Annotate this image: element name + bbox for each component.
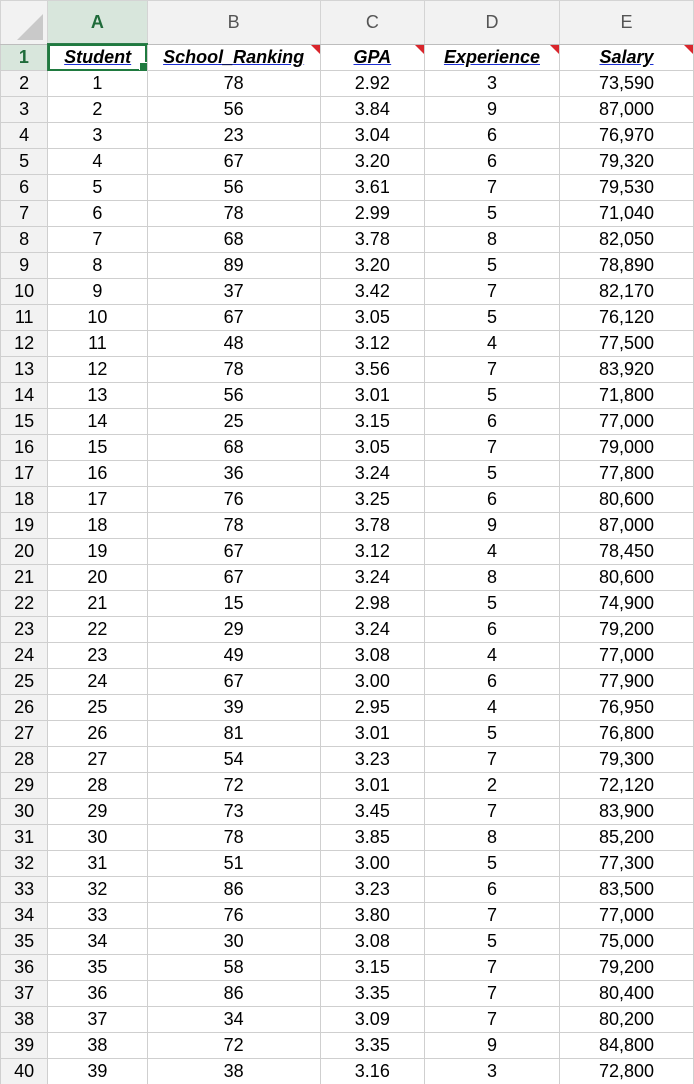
cell-gpa[interactable]: 2.98 <box>320 591 424 617</box>
cell-school-ranking[interactable]: 72 <box>147 1033 320 1059</box>
cell-gpa[interactable]: 3.20 <box>320 149 424 175</box>
cell-student[interactable]: 27 <box>48 747 147 773</box>
cell-experience[interactable]: 6 <box>424 487 559 513</box>
cell-salary[interactable]: 71,800 <box>559 383 693 409</box>
cell-school-ranking[interactable]: 39 <box>147 695 320 721</box>
cell-student[interactable]: 9 <box>48 279 147 305</box>
cell-experience[interactable]: 7 <box>424 903 559 929</box>
row-header[interactable]: 9 <box>1 253 48 279</box>
cell-student[interactable]: 28 <box>48 773 147 799</box>
table-row <box>1 461 694 487</box>
cell-student[interactable]: 4 <box>48 149 147 175</box>
header-cell-school-ranking[interactable] <box>147 44 320 71</box>
row-header[interactable]: 13 <box>1 357 48 383</box>
cell-experience[interactable]: 5 <box>424 305 559 331</box>
cell-student[interactable]: 2 <box>48 97 147 123</box>
table-row <box>1 799 694 825</box>
column-header-row <box>1 1 694 45</box>
cell-experience[interactable]: 7 <box>424 1007 559 1033</box>
cell-school-ranking[interactable]: 67 <box>147 539 320 565</box>
row-header[interactable]: 36 <box>1 955 48 981</box>
cell-salary[interactable]: 83,920 <box>559 357 693 383</box>
table-row <box>1 721 694 747</box>
cell-experience[interactable]: 5 <box>424 591 559 617</box>
column-header-d[interactable]: D <box>424 1 559 45</box>
cell-school-ranking[interactable]: 67 <box>147 149 320 175</box>
row-header[interactable]: 5 <box>1 149 48 175</box>
row-header[interactable]: 38 <box>1 1007 48 1033</box>
table-row <box>1 435 694 461</box>
cell-student[interactable]: 30 <box>48 825 147 851</box>
cell-student[interactable]: 36 <box>48 981 147 1007</box>
cell-experience[interactable]: 7 <box>424 357 559 383</box>
cell-salary[interactable]: 80,400 <box>559 981 693 1007</box>
table-row <box>1 565 694 591</box>
cell-school-ranking[interactable]: 51 <box>147 851 320 877</box>
cell-student[interactable]: 12 <box>48 357 147 383</box>
cell-salary[interactable]: 79,000 <box>559 435 693 461</box>
row-header[interactable]: 25 <box>1 669 48 695</box>
cell-experience[interactable]: 4 <box>424 539 559 565</box>
table-row <box>1 123 694 149</box>
cell-school-ranking[interactable]: 34 <box>147 1007 320 1033</box>
cell-gpa[interactable]: 3.35 <box>320 1033 424 1059</box>
cell-experience[interactable]: 6 <box>424 123 559 149</box>
header-data-row <box>1 44 694 71</box>
cell-salary[interactable]: 79,300 <box>559 747 693 773</box>
table-row <box>1 201 694 227</box>
table-row <box>1 1007 694 1033</box>
row-header[interactable]: 4 <box>1 123 48 149</box>
cell-experience[interactable]: 6 <box>424 409 559 435</box>
table-row <box>1 331 694 357</box>
cell-student[interactable]: 24 <box>48 669 147 695</box>
cell-salary[interactable]: 73,590 <box>559 71 693 97</box>
table-row <box>1 227 694 253</box>
row-header[interactable]: 10 <box>1 279 48 305</box>
cell-gpa[interactable]: 3.08 <box>320 929 424 955</box>
cell-gpa[interactable]: 3.78 <box>320 513 424 539</box>
cell-gpa[interactable]: 3.12 <box>320 539 424 565</box>
comment-indicator-icon[interactable] <box>415 45 424 54</box>
table-row <box>1 513 694 539</box>
cell-student[interactable]: 20 <box>48 565 147 591</box>
row-header[interactable]: 1 <box>1 44 48 71</box>
cell-experience[interactable]: 3 <box>424 1059 559 1084</box>
table-row <box>1 929 694 955</box>
cell-school-ranking[interactable]: 78 <box>147 357 320 383</box>
table-row <box>1 149 694 175</box>
cell-salary[interactable]: 77,300 <box>559 851 693 877</box>
cell-gpa[interactable]: 3.16 <box>320 1059 424 1084</box>
cell-school-ranking[interactable]: 29 <box>147 617 320 643</box>
comment-indicator-icon[interactable] <box>311 45 320 54</box>
cell-school-ranking[interactable]: 54 <box>147 747 320 773</box>
cell-gpa[interactable]: 3.05 <box>320 435 424 461</box>
cell-gpa[interactable]: 3.23 <box>320 877 424 903</box>
table-row <box>1 903 694 929</box>
cell-school-ranking[interactable]: 72 <box>147 773 320 799</box>
cell-student[interactable]: 39 <box>48 1059 147 1084</box>
cell-experience[interactable]: 9 <box>424 97 559 123</box>
cell-salary[interactable]: 72,800 <box>559 1059 693 1084</box>
cell-experience[interactable]: 5 <box>424 851 559 877</box>
cell-student[interactable]: 29 <box>48 799 147 825</box>
cell-salary[interactable]: 82,170 <box>559 279 693 305</box>
cell-student[interactable]: 8 <box>48 253 147 279</box>
cell-student[interactable]: 22 <box>48 617 147 643</box>
cell-school-ranking[interactable]: 73 <box>147 799 320 825</box>
cell-salary[interactable]: 72,120 <box>559 773 693 799</box>
row-header[interactable]: 17 <box>1 461 48 487</box>
cell-student[interactable]: 5 <box>48 175 147 201</box>
fill-handle[interactable] <box>139 62 148 71</box>
cell-experience[interactable]: 7 <box>424 799 559 825</box>
cell-experience[interactable]: 8 <box>424 227 559 253</box>
row-header[interactable]: 32 <box>1 851 48 877</box>
table-row <box>1 253 694 279</box>
cell-student[interactable]: 19 <box>48 539 147 565</box>
row-header[interactable]: 22 <box>1 591 48 617</box>
row-header[interactable]: 26 <box>1 695 48 721</box>
cell-salary[interactable]: 79,200 <box>559 617 693 643</box>
cell-school-ranking[interactable]: 86 <box>147 877 320 903</box>
cell-salary[interactable]: 77,000 <box>559 409 693 435</box>
cell-student[interactable]: 21 <box>48 591 147 617</box>
cell-salary[interactable]: 71,040 <box>559 201 693 227</box>
cell-salary[interactable]: 76,800 <box>559 721 693 747</box>
row-header[interactable]: 3 <box>1 97 48 123</box>
select-all-icon <box>17 14 43 40</box>
row-header[interactable]: 27 <box>1 721 48 747</box>
cell-school-ranking[interactable]: 36 <box>147 461 320 487</box>
cell-experience[interactable]: 4 <box>424 643 559 669</box>
row-header[interactable]: 12 <box>1 331 48 357</box>
cell-experience[interactable]: 4 <box>424 695 559 721</box>
cell-school-ranking[interactable]: 38 <box>147 1059 320 1084</box>
cell-gpa[interactable]: 3.78 <box>320 227 424 253</box>
cell-school-ranking[interactable]: 67 <box>147 305 320 331</box>
cell-gpa[interactable]: 3.56 <box>320 357 424 383</box>
cell-salary[interactable]: 78,450 <box>559 539 693 565</box>
table-row <box>1 305 694 331</box>
cell-experience[interactable]: 9 <box>424 1033 559 1059</box>
row-header[interactable]: 19 <box>1 513 48 539</box>
column-header-e[interactable]: E <box>559 1 693 45</box>
table-row <box>1 851 694 877</box>
row-header[interactable]: 29 <box>1 773 48 799</box>
cell-school-ranking[interactable]: 56 <box>147 175 320 201</box>
header-label: Experience <box>443 46 540 67</box>
cell-school-ranking[interactable]: 81 <box>147 721 320 747</box>
cell-school-ranking[interactable]: 23 <box>147 123 320 149</box>
cell-school-ranking[interactable]: 68 <box>147 435 320 461</box>
table-row <box>1 669 694 695</box>
comment-indicator-icon[interactable] <box>550 45 559 54</box>
cell-gpa[interactable]: 2.92 <box>320 71 424 97</box>
cell-experience[interactable]: 7 <box>424 175 559 201</box>
cell-student[interactable]: 15 <box>48 435 147 461</box>
cell-student[interactable]: 14 <box>48 409 147 435</box>
header-cell-student[interactable] <box>48 44 147 71</box>
cell-school-ranking[interactable]: 25 <box>147 409 320 435</box>
cell-school-ranking[interactable]: 67 <box>147 565 320 591</box>
cell-gpa[interactable]: 3.00 <box>320 669 424 695</box>
cell-experience[interactable]: 5 <box>424 201 559 227</box>
cell-gpa[interactable]: 2.99 <box>320 201 424 227</box>
cell-experience[interactable]: 7 <box>424 747 559 773</box>
cell-experience[interactable]: 2 <box>424 773 559 799</box>
cell-student[interactable]: 34 <box>48 929 147 955</box>
row-header[interactable]: 11 <box>1 305 48 331</box>
table-row <box>1 747 694 773</box>
cell-salary[interactable]: 80,200 <box>559 1007 693 1033</box>
table-row <box>1 825 694 851</box>
row-header[interactable]: 20 <box>1 539 48 565</box>
cell-salary[interactable]: 74,900 <box>559 591 693 617</box>
cell-school-ranking[interactable]: 15 <box>147 591 320 617</box>
cell-salary[interactable]: 76,120 <box>559 305 693 331</box>
row-header[interactable]: 24 <box>1 643 48 669</box>
cell-salary[interactable]: 77,000 <box>559 903 693 929</box>
cell-school-ranking[interactable]: 58 <box>147 955 320 981</box>
row-header[interactable]: 7 <box>1 201 48 227</box>
cell-salary[interactable]: 87,000 <box>559 97 693 123</box>
cell-experience[interactable]: 8 <box>424 825 559 851</box>
cell-student[interactable]: 1 <box>48 71 147 97</box>
header-cell-gpa[interactable] <box>320 44 424 71</box>
table-row <box>1 539 694 565</box>
cell-gpa[interactable]: 3.12 <box>320 331 424 357</box>
cell-experience[interactable]: 7 <box>424 955 559 981</box>
cell-experience[interactable]: 6 <box>424 877 559 903</box>
cell-school-ranking[interactable]: 56 <box>147 383 320 409</box>
cell-student[interactable]: 31 <box>48 851 147 877</box>
table-row <box>1 773 694 799</box>
cell-gpa[interactable]: 3.24 <box>320 461 424 487</box>
table-row <box>1 279 694 305</box>
table-row <box>1 617 694 643</box>
cell-salary[interactable]: 77,800 <box>559 461 693 487</box>
cell-experience[interactable]: 7 <box>424 279 559 305</box>
cell-student[interactable]: 23 <box>48 643 147 669</box>
cell-salary[interactable]: 79,320 <box>559 149 693 175</box>
cell-experience[interactable]: 5 <box>424 461 559 487</box>
cell-school-ranking[interactable]: 68 <box>147 227 320 253</box>
cell-experience[interactable]: 5 <box>424 383 559 409</box>
cell-experience[interactable]: 4 <box>424 331 559 357</box>
row-header[interactable]: 34 <box>1 903 48 929</box>
header-cell-experience[interactable] <box>424 44 559 71</box>
cell-school-ranking[interactable]: 78 <box>147 201 320 227</box>
header-label: Student <box>64 47 132 67</box>
row-header[interactable]: 15 <box>1 409 48 435</box>
cell-gpa[interactable]: 3.80 <box>320 903 424 929</box>
cell-experience[interactable]: 7 <box>424 981 559 1007</box>
column-header-b[interactable]: B <box>147 1 320 45</box>
cell-student[interactable]: 3 <box>48 123 147 149</box>
table-row <box>1 175 694 201</box>
cell-school-ranking[interactable]: 48 <box>147 331 320 357</box>
row-header[interactable]: 31 <box>1 825 48 851</box>
table-row <box>1 695 694 721</box>
cell-student[interactable]: 33 <box>48 903 147 929</box>
row-header[interactable]: 23 <box>1 617 48 643</box>
cell-student[interactable]: 25 <box>48 695 147 721</box>
cell-gpa[interactable]: 3.15 <box>320 955 424 981</box>
cell-experience[interactable]: 6 <box>424 149 559 175</box>
cell-school-ranking[interactable]: 56 <box>147 97 320 123</box>
cell-salary[interactable]: 87,000 <box>559 513 693 539</box>
cell-school-ranking[interactable]: 78 <box>147 71 320 97</box>
cell-experience[interactable]: 6 <box>424 669 559 695</box>
table-row <box>1 357 694 383</box>
cell-gpa[interactable]: 3.85 <box>320 825 424 851</box>
table-row <box>1 409 694 435</box>
cell-student[interactable]: 6 <box>48 201 147 227</box>
table-row <box>1 591 694 617</box>
cell-salary[interactable]: 77,500 <box>559 331 693 357</box>
cell-student[interactable]: 11 <box>48 331 147 357</box>
cell-salary[interactable]: 84,800 <box>559 1033 693 1059</box>
cell-student[interactable]: 18 <box>48 513 147 539</box>
cell-salary[interactable]: 83,500 <box>559 877 693 903</box>
cell-gpa[interactable]: 3.01 <box>320 773 424 799</box>
cell-student[interactable]: 16 <box>48 461 147 487</box>
cell-salary[interactable]: 85,200 <box>559 825 693 851</box>
cell-salary[interactable]: 77,000 <box>559 643 693 669</box>
cell-salary[interactable]: 76,950 <box>559 695 693 721</box>
cell-gpa[interactable]: 3.20 <box>320 253 424 279</box>
cell-experience[interactable]: 5 <box>424 721 559 747</box>
cell-salary[interactable]: 77,900 <box>559 669 693 695</box>
cell-school-ranking[interactable]: 37 <box>147 279 320 305</box>
cell-experience[interactable]: 6 <box>424 617 559 643</box>
cell-salary[interactable]: 75,000 <box>559 929 693 955</box>
cell-gpa[interactable]: 3.00 <box>320 851 424 877</box>
row-header[interactable]: 8 <box>1 227 48 253</box>
row-header[interactable]: 39 <box>1 1033 48 1059</box>
row-header[interactable]: 16 <box>1 435 48 461</box>
cell-salary[interactable]: 83,900 <box>559 799 693 825</box>
header-label: School_Ranking <box>163 46 305 67</box>
table-row <box>1 643 694 669</box>
select-all-corner[interactable] <box>1 1 48 45</box>
cell-gpa[interactable]: 3.15 <box>320 409 424 435</box>
cell-student[interactable]: 32 <box>48 877 147 903</box>
cell-school-ranking[interactable]: 76 <box>147 487 320 513</box>
cell-gpa[interactable]: 3.61 <box>320 175 424 201</box>
cell-gpa[interactable]: 3.08 <box>320 643 424 669</box>
cell-school-ranking[interactable]: 67 <box>147 669 320 695</box>
row-header[interactable]: 30 <box>1 799 48 825</box>
cell-student[interactable]: 7 <box>48 227 147 253</box>
cell-salary[interactable]: 82,050 <box>559 227 693 253</box>
cell-gpa[interactable]: 3.04 <box>320 123 424 149</box>
cell-gpa[interactable]: 3.23 <box>320 747 424 773</box>
cell-gpa[interactable]: 2.95 <box>320 695 424 721</box>
table-row <box>1 955 694 981</box>
cell-salary[interactable]: 80,600 <box>559 565 693 591</box>
cell-gpa[interactable]: 3.05 <box>320 305 424 331</box>
table-row <box>1 1033 694 1059</box>
row-header[interactable]: 40 <box>1 1059 48 1084</box>
row-header[interactable]: 18 <box>1 487 48 513</box>
cell-gpa[interactable]: 3.24 <box>320 617 424 643</box>
comment-indicator-icon[interactable] <box>684 45 693 54</box>
cell-gpa[interactable]: 3.24 <box>320 565 424 591</box>
cell-salary[interactable]: 76,970 <box>559 123 693 149</box>
table-row <box>1 71 694 97</box>
row-header[interactable]: 28 <box>1 747 48 773</box>
cell-gpa[interactable]: 3.42 <box>320 279 424 305</box>
cell-experience[interactable]: 8 <box>424 565 559 591</box>
table-row <box>1 487 694 513</box>
cell-salary[interactable]: 79,530 <box>559 175 693 201</box>
column-header-c[interactable]: C <box>320 1 424 45</box>
table-row <box>1 97 694 123</box>
cell-student[interactable]: 37 <box>48 1007 147 1033</box>
row-header[interactable]: 35 <box>1 929 48 955</box>
row-header[interactable]: 21 <box>1 565 48 591</box>
cell-gpa[interactable]: 3.01 <box>320 721 424 747</box>
cell-experience[interactable]: 5 <box>424 929 559 955</box>
table-row <box>1 383 694 409</box>
cell-school-ranking[interactable]: 78 <box>147 825 320 851</box>
row-header[interactable]: 2 <box>1 71 48 97</box>
column-header-a[interactable]: A <box>48 1 147 45</box>
cell-student[interactable]: 35 <box>48 955 147 981</box>
row-header[interactable]: 6 <box>1 175 48 201</box>
cell-school-ranking[interactable]: 86 <box>147 981 320 1007</box>
row-header[interactable]: 37 <box>1 981 48 1007</box>
cell-student[interactable]: 17 <box>48 487 147 513</box>
cell-gpa[interactable]: 3.45 <box>320 799 424 825</box>
cell-school-ranking[interactable]: 89 <box>147 253 320 279</box>
table-row <box>1 1059 694 1084</box>
cell-salary[interactable]: 80,600 <box>559 487 693 513</box>
cell-experience[interactable]: 7 <box>424 435 559 461</box>
cell-gpa[interactable]: 3.84 <box>320 97 424 123</box>
table-row <box>1 981 694 1007</box>
cell-student[interactable]: 13 <box>48 383 147 409</box>
cell-gpa[interactable]: 3.01 <box>320 383 424 409</box>
cell-school-ranking[interactable]: 78 <box>147 513 320 539</box>
header-label: Salary <box>599 46 654 67</box>
cell-gpa[interactable]: 3.35 <box>320 981 424 1007</box>
header-cell-salary[interactable] <box>559 44 693 71</box>
cell-experience[interactable]: 5 <box>424 253 559 279</box>
cell-gpa[interactable]: 3.09 <box>320 1007 424 1033</box>
cell-salary[interactable]: 78,890 <box>559 253 693 279</box>
cell-gpa[interactable]: 3.25 <box>320 487 424 513</box>
row-header[interactable]: 14 <box>1 383 48 409</box>
table-row <box>1 877 694 903</box>
cell-student[interactable]: 26 <box>48 721 147 747</box>
cell-school-ranking[interactable]: 49 <box>147 643 320 669</box>
cell-experience[interactable]: 9 <box>424 513 559 539</box>
cell-student[interactable]: 38 <box>48 1033 147 1059</box>
row-header[interactable]: 33 <box>1 877 48 903</box>
header-label: GPA <box>353 46 392 67</box>
cell-student[interactable]: 10 <box>48 305 147 331</box>
cell-experience[interactable]: 3 <box>424 71 559 97</box>
cell-salary[interactable]: 79,200 <box>559 955 693 981</box>
cell-school-ranking[interactable]: 30 <box>147 929 320 955</box>
cell-school-ranking[interactable]: 76 <box>147 903 320 929</box>
